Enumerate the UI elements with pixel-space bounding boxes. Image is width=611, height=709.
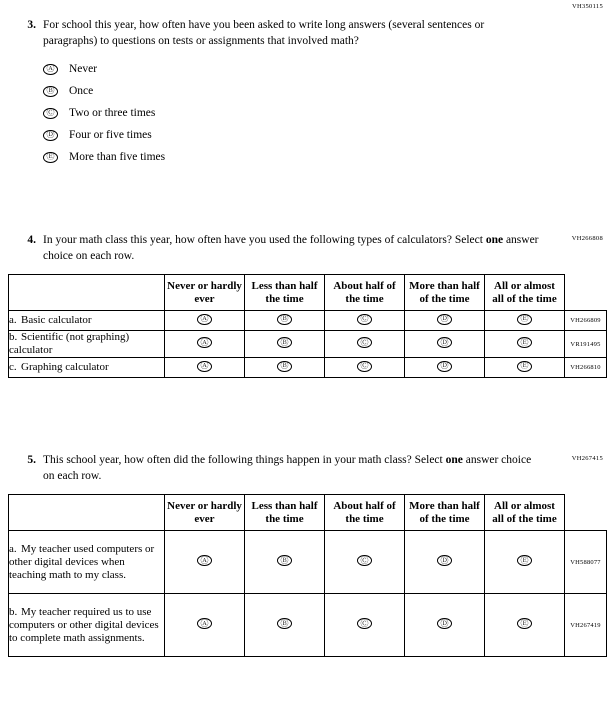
question-4-table [8, 274, 607, 378]
row-letter: a. [9, 314, 17, 326]
bubble-letter: Ⓓ [440, 361, 449, 370]
row-label-basic-calculator [9, 311, 165, 331]
cell-never-or-hardly-ever[interactable] [165, 531, 245, 594]
cell-less-than-half[interactable] [245, 331, 325, 358]
choice-option[interactable] [43, 146, 611, 168]
bubble-letter: Ⓒ [360, 314, 369, 323]
row-label-text: Graphing calculator [21, 361, 109, 373]
question-4-text-bold: one [485, 234, 504, 246]
question-4-block [0, 233, 611, 378]
bubble-letter: Ⓑ [46, 86, 55, 95]
question-3-choices [0, 58, 611, 168]
header-about-half-of-the-time: About half of the time [325, 495, 405, 531]
radio-bubble[interactable] [517, 361, 532, 372]
choice-label: Once [69, 85, 94, 97]
radio-bubble[interactable] [43, 64, 58, 75]
question-4-text-part2: answer choice on each row. [43, 234, 539, 262]
question-5-code: VH267415 [571, 455, 603, 462]
question-5-number: 5. [27, 454, 36, 466]
row-code: VH267419 [565, 594, 607, 657]
radio-bubble[interactable] [357, 555, 372, 566]
bubble-letter: Ⓐ [200, 361, 209, 370]
bubble-letter: Ⓑ [280, 618, 289, 628]
question-5-text-bold: one [445, 454, 463, 466]
radio-bubble[interactable] [357, 361, 372, 372]
radio-bubble[interactable] [277, 361, 292, 372]
bubble-letter: Ⓑ [280, 361, 289, 370]
bubble-letter: Ⓐ [200, 555, 209, 565]
bubble-letter: Ⓔ [520, 314, 529, 323]
header-all-or-almost-all-of-the-time: All or almost all of the time [485, 495, 565, 531]
header-less-than-half-the-time: Less than half the time [245, 275, 325, 311]
bubble-letter: Ⓒ [46, 108, 55, 117]
radio-bubble[interactable] [197, 618, 212, 629]
radio-bubble[interactable] [277, 337, 292, 348]
cell-more-than-half[interactable] [405, 594, 485, 657]
cell-about-half[interactable] [325, 594, 405, 657]
header-blank [9, 275, 165, 311]
question-4-code: VH266808 [571, 235, 603, 242]
radio-bubble[interactable] [517, 618, 532, 629]
cell-never-or-hardly-ever[interactable] [165, 311, 245, 331]
radio-bubble[interactable] [357, 314, 372, 325]
header-all-or-almost-all-of-the-time: All or almost all of the time [485, 275, 565, 311]
radio-bubble[interactable] [517, 337, 532, 348]
question-5-text-part2: answer choice on each row. [43, 454, 532, 482]
bubble-letter: Ⓑ [280, 337, 289, 347]
radio-bubble[interactable] [43, 152, 58, 163]
cell-more-than-half[interactable] [405, 331, 485, 358]
header-never-or-hardly-ever: Never or hardly ever [165, 495, 245, 531]
header-never-or-hardly-ever: Never or hardly ever [165, 275, 245, 311]
cell-about-half[interactable] [325, 311, 405, 331]
cell-about-half[interactable] [325, 331, 405, 358]
question-3-block [0, 18, 611, 168]
cell-more-than-half[interactable] [405, 358, 485, 378]
question-4-text-part1: In your math class this year, how often have you used the following types of calculators? Select [43, 234, 486, 246]
row-code: VR191495 [565, 331, 607, 358]
question-3-number: 3. [27, 19, 36, 31]
table-row [9, 311, 607, 331]
header-about-half-of-the-time: About half of the time [325, 275, 405, 311]
cell-all-or-almost-all[interactable] [485, 531, 565, 594]
row-label-text: My teacher used computers or other digital devices when teaching math to my class. [9, 542, 155, 581]
row-label-text: Basic calculator [21, 314, 92, 326]
bubble-letter: Ⓔ [520, 337, 529, 347]
row-letter: c. [9, 361, 17, 373]
row-letter: a. [9, 542, 17, 555]
radio-bubble[interactable] [197, 555, 212, 566]
cell-never-or-hardly-ever[interactable] [165, 331, 245, 358]
bubble-letter: Ⓐ [200, 618, 209, 628]
choice-label: More than five times [69, 151, 166, 163]
row-label-teacher-required-computers [9, 594, 165, 657]
radio-bubble[interactable] [357, 618, 372, 629]
bubble-letter: Ⓔ [520, 361, 529, 370]
question-5-text-part1: This school year, how often did the following things happen in your math class? Select [43, 454, 446, 466]
header-more-than-half-the-time: More than half of the time [405, 275, 485, 311]
row-code: VH588077 [565, 531, 607, 594]
header-more-than-half-the-time: More than half of the time [405, 495, 485, 531]
bubble-letter: Ⓑ [280, 555, 289, 565]
cell-less-than-half[interactable] [245, 358, 325, 378]
cell-all-or-almost-all[interactable] [485, 331, 565, 358]
radio-bubble[interactable] [437, 618, 452, 629]
bubble-letter: Ⓐ [46, 64, 55, 73]
table-row [9, 331, 607, 358]
header-code-column [565, 275, 607, 311]
question-4-text [43, 233, 541, 264]
cell-less-than-half[interactable] [245, 531, 325, 594]
bubble-letter: Ⓒ [360, 361, 369, 370]
row-code: VH266810 [565, 358, 607, 378]
radio-bubble[interactable] [437, 555, 452, 566]
radio-bubble[interactable] [277, 555, 292, 566]
row-label-text: My teacher required us to use computers or other digital devices to complete math assignments. [9, 605, 159, 644]
bubble-letter: Ⓔ [520, 618, 529, 628]
cell-never-or-hardly-ever[interactable] [165, 358, 245, 378]
cell-less-than-half[interactable] [245, 311, 325, 331]
row-code: VH266809 [565, 311, 607, 331]
cell-never-or-hardly-ever[interactable] [165, 594, 245, 657]
table-row [9, 358, 607, 378]
table-header-row [9, 495, 607, 531]
radio-bubble[interactable] [43, 130, 58, 141]
cell-all-or-almost-all[interactable] [485, 594, 565, 657]
radio-bubble[interactable] [197, 337, 212, 348]
row-label-text: Scientific (not graphing) calculator [9, 331, 130, 356]
question-3-text: For school this year, how often have you been asked to write long answers (several sentences or paragraphs) to questions on tests or assignments that involved math? [43, 19, 485, 47]
question-4-header [0, 233, 611, 264]
header-code-column [565, 495, 607, 531]
table-row [9, 531, 607, 594]
cell-less-than-half[interactable] [245, 594, 325, 657]
radio-bubble[interactable] [43, 108, 58, 119]
bubble-letter: Ⓑ [280, 314, 289, 323]
bubble-letter: Ⓒ [360, 337, 369, 347]
question-5-header [0, 453, 611, 484]
choice-option[interactable] [43, 124, 611, 146]
bubble-letter: Ⓓ [440, 337, 449, 347]
header-less-than-half-the-time: Less than half the time [245, 495, 325, 531]
choice-label: Four or five times [69, 129, 152, 141]
question-5-table [8, 494, 607, 657]
radio-bubble[interactable] [277, 618, 292, 629]
cell-all-or-almost-all[interactable] [485, 311, 565, 331]
radio-bubble[interactable] [43, 86, 58, 97]
cell-more-than-half[interactable] [405, 311, 485, 331]
radio-bubble[interactable] [197, 314, 212, 325]
bubble-letter: Ⓔ [46, 152, 55, 161]
bubble-letter: Ⓓ [440, 618, 449, 628]
radio-bubble[interactable] [437, 361, 452, 372]
cell-about-half[interactable] [325, 358, 405, 378]
table-header-row [9, 275, 607, 311]
radio-bubble[interactable] [517, 555, 532, 566]
table-row [9, 594, 607, 657]
choice-option[interactable] [43, 58, 611, 80]
bubble-letter: Ⓒ [360, 555, 369, 565]
row-label-scientific-calculator [9, 331, 165, 358]
cell-more-than-half[interactable] [405, 531, 485, 594]
cell-all-or-almost-all[interactable] [485, 358, 565, 378]
radio-bubble[interactable] [517, 314, 532, 325]
question-5-block [0, 453, 611, 657]
bubble-letter: Ⓐ [200, 314, 209, 323]
header-blank [9, 495, 165, 531]
question-5-text [43, 453, 541, 484]
row-label-teacher-used-computers [9, 531, 165, 594]
radio-bubble[interactable] [357, 337, 372, 348]
radio-bubble[interactable] [437, 314, 452, 325]
question-4-number: 4. [27, 234, 36, 246]
choice-option[interactable] [43, 102, 611, 124]
page-corner-code: VH350115 [571, 3, 603, 10]
bubble-letter: Ⓓ [440, 555, 449, 565]
bubble-letter: Ⓐ [200, 337, 209, 347]
row-letter: b. [9, 605, 18, 618]
bubble-letter: Ⓓ [46, 130, 55, 139]
question-3-header [0, 18, 611, 49]
choice-label: Two or three times [69, 107, 156, 119]
radio-bubble[interactable] [277, 314, 292, 325]
bubble-letter: Ⓔ [520, 555, 529, 565]
cell-about-half[interactable] [325, 531, 405, 594]
bubble-letter: Ⓓ [440, 314, 449, 323]
radio-bubble[interactable] [437, 337, 452, 348]
row-label-graphing-calculator [9, 358, 165, 378]
choice-option[interactable] [43, 80, 611, 102]
row-letter: b. [9, 331, 18, 343]
choice-label: Never [69, 63, 98, 75]
bubble-letter: Ⓒ [360, 618, 369, 628]
radio-bubble[interactable] [197, 361, 212, 372]
